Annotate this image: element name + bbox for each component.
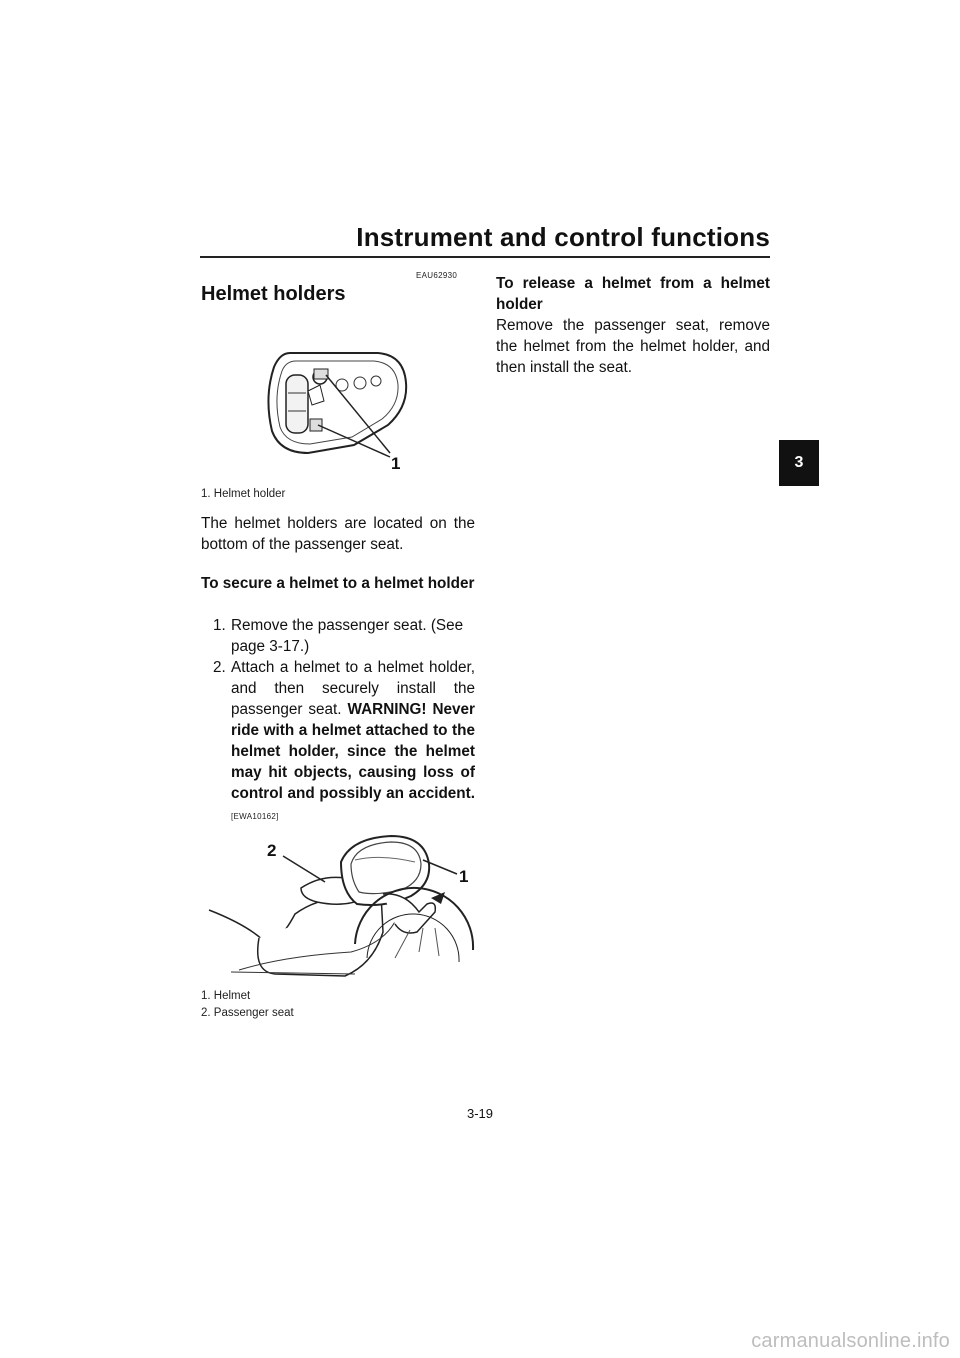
intro-paragraph: The helmet holders are located on the bottom of the passenger seat. — [201, 515, 475, 553]
figure2-caption-seat: 2. Passenger seat — [201, 1007, 294, 1019]
secure-heading: To secure a helmet to a helmet holder — [201, 575, 475, 592]
chapter-tab: 3 — [779, 440, 819, 486]
figure2-caption-helmet: 1. Helmet — [201, 990, 251, 1002]
figure1-callout: 1 — [391, 454, 401, 473]
step-text: Remove the passenger seat. (See page 3-17.) — [231, 617, 464, 655]
header-rule — [200, 256, 770, 258]
figure2-callout-seat: 2 — [267, 841, 277, 860]
warning-text: WARNING! Never ride with a helmet attached to the helmet holder, since the helmet may hit objects, causing loss of control and possibly an accident. — [231, 701, 475, 802]
step2-text: Attach a helmet to a helmet holder, and then securely install the passenger seat. — [231, 659, 475, 718]
helmet-on-motorcycle-illustration — [205, 832, 475, 990]
secure-steps-list — [201, 615, 475, 825]
release-heading: To release a helmet from a helmet holder — [496, 275, 770, 313]
watermark: carmanualsonline.info — [751, 1330, 950, 1352]
warning-code: [EWA10162] — [231, 812, 279, 821]
page-header-title: Instrument and control functions — [356, 222, 770, 252]
step-text — [231, 657, 475, 827]
page-number: 3-19 — [466, 1106, 494, 1121]
figure2-callout-helmet: 1 — [459, 867, 469, 886]
section-title: Helmet holders — [201, 283, 346, 305]
release-paragraph: Remove the passenger seat, remove the helmet from the helmet holder, and then install the seat. — [496, 317, 770, 376]
section-code: EAU62930 — [416, 271, 458, 280]
seat-underside-illustration — [258, 345, 418, 475]
step-number: 2. — [213, 659, 226, 676]
step-number: 1. — [213, 617, 226, 634]
figure1-caption: 1. Helmet holder — [201, 488, 286, 500]
